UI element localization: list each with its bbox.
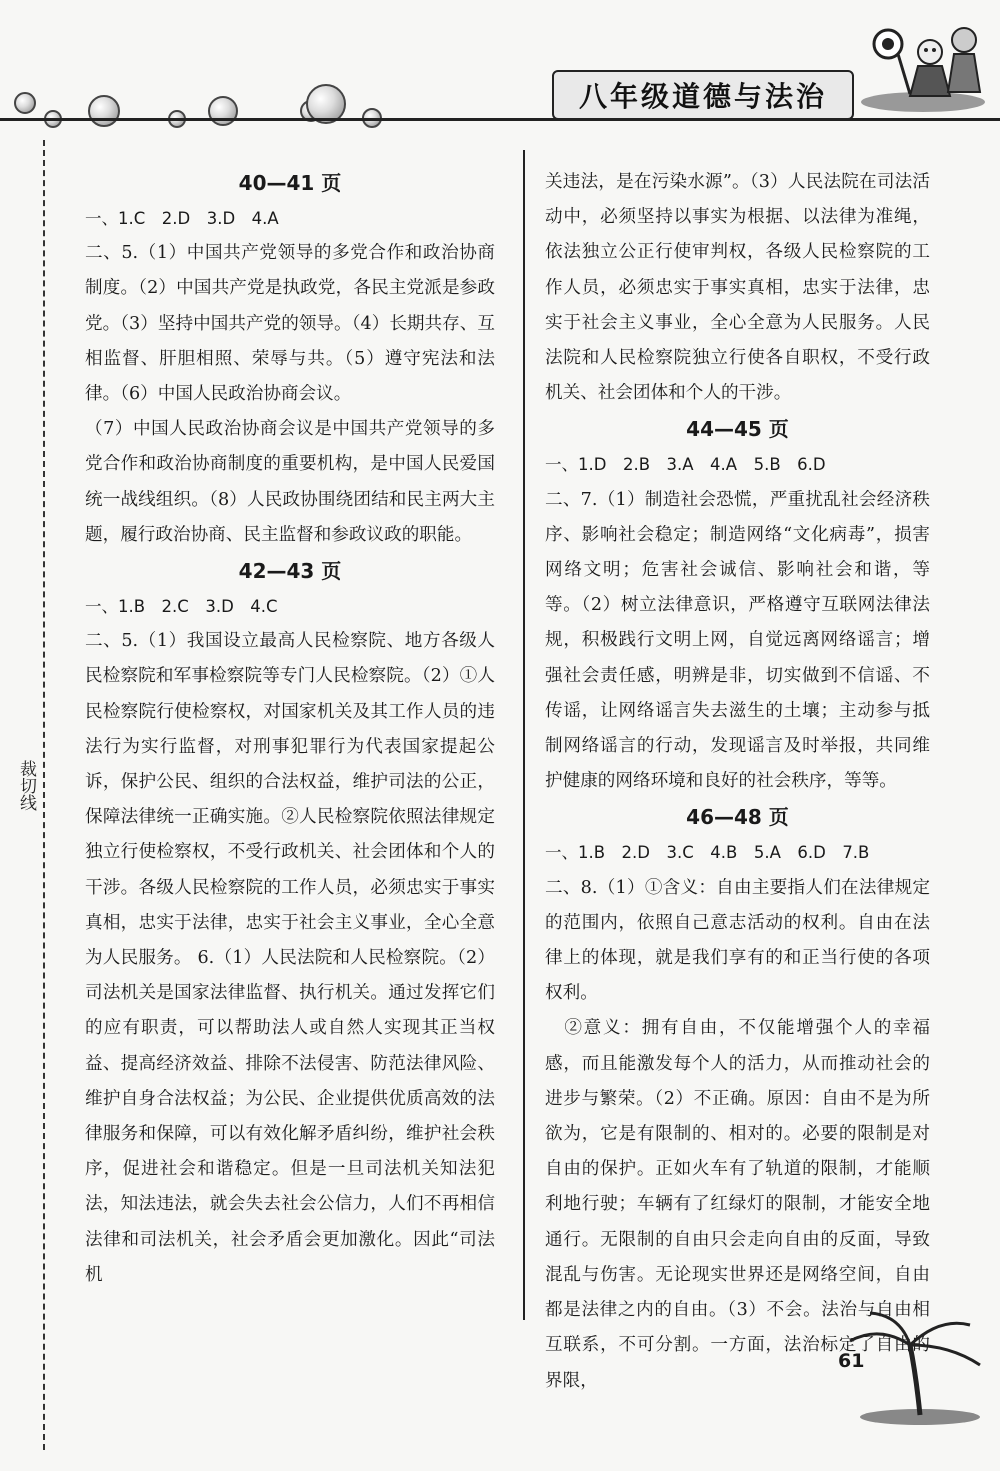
mcq-answers: 一、1.B 2.D 3.C 4.B 5.A 6.D 7.B bbox=[545, 843, 870, 863]
header-banner bbox=[552, 70, 854, 120]
mcq-answers: 一、1.C 2.D 3.D 4.A bbox=[85, 209, 279, 228]
column-divider bbox=[523, 150, 525, 1320]
answer-paragraph: 二、5.（1）中国共产党领导的多党合作和政治协商制度。（2）中国共产党是执政党，各民主党派是参政党。（3）坚持中国共产党的领导。（4）长期共存、互相监督、肝胆相照、荣辱与共。（5）遵守宪法和法律。（6）中国人民政治协商会议。 bbox=[85, 243, 495, 405]
answer-paragraph: 二、8.（1）①含义：自由主要指人们在法律规定的范围内，依照自己意志活动的权利。自由在法律上的体现，就是我们享有的和正当行使的各项权利。 bbox=[545, 877, 930, 1004]
decorative-bubble bbox=[14, 92, 36, 114]
decorative-bubble bbox=[208, 96, 238, 126]
section-title: 46—48 页 bbox=[686, 805, 789, 830]
cartoon-kids-icon bbox=[858, 14, 988, 114]
section-title: 44—45 页 bbox=[686, 417, 789, 442]
left-column bbox=[85, 165, 495, 1293]
answer-paragraph: ②意义：拥有自由，不仅能增强个人的幸福感，而且能激发每个人的活力，从而推动社会的进步与繁荣。（2）不正确。原因：自由不是为所欲为，它是有限制的、相对的。必要的限制是对自由的保护。正如火车有了轨道的限制，才能顺利地行驶；车辆有了红绿灯的限制，才能安全地通行。无限制的自由只会走向自由的反面，导致混乱与伤害。无论现实世界还是网络空间，自由都是法律之内的自由。（3）不会。法治与自由相互联系，不可分割。一方面，法治标定了自由的界限， bbox=[545, 1018, 930, 1391]
right-column bbox=[545, 165, 930, 1399]
section-title: 42—43 页 bbox=[238, 559, 342, 584]
page-number: 61 bbox=[838, 1350, 865, 1372]
cut-line-label: 裁切线 bbox=[16, 760, 36, 811]
page-header bbox=[0, 0, 1000, 150]
section-title: 40—41 页 bbox=[238, 171, 342, 195]
answer-paragraph: （7）中国人民政治协商会议是中国共产党领导的多党合作和政治协商制度的重要机构，是中国人民爱国统一战线组织。（8）人民政协围绕团结和民主两大主题，履行政治协商、民主监督和参政议政的职能。 bbox=[85, 419, 495, 545]
answer-paragraph: 二、5.（1）我国设立最高人民检察院、地方各级人民检察院和军事检察院等专门人民检察院。（2）①人民检察院行使检察权，对国家机关及其工作人员的违法行为实行监督，对刑事犯罪行为代表国家提起公诉，保护公民、组织的合法权益，维护司法的公正，保障法律统一正确实施。②人民检察院依照法律规定独立行使检察权，不受行政机关、社会团体和个人的干涉。各级人民检察院的工作人员，必须忠实于事实真相，忠实于法律，忠实于社会主义事业，全心全意为人民服务。 6.（1）人民法院和人民检察院。（2）司法机关是国家法律监督、执行机关。通过发挥它们的应有职责，可以帮助法人或自然人实现其正当权益、提高经济效益、排除不法侵害、防范法律风险、维护自身合法权益；为公民、企业提供优质高效的法律服务和保障，可以有效化解矛盾纠纷，维护社会秩序，促进社会和谐稳定。但是一旦司法机关知法犯法，知法违法，就会失去社会公信力，人们不再相信法律和司法机关，社会矛盾会更加激化。因此“司法机 bbox=[85, 631, 495, 1285]
answer-paragraph: 二、7.（1）制造社会恐慌，严重扰乱社会经济秩序、影响社会稳定；制造网络“文化病毒”，损害网络文明；危害社会诚信、影响社会和谐，等等。（2）树立法律意识，严格遵守互联网法律法规，积极践行文明上网，自觉远离网络谣言；增强社会责任感，明辨是非，切实做到不信谣、不传谣，让网络谣言失去滋生的土壤；主动参与抵制网络谣言的行动，发现谣言及时举报，共同维护健康的网络环境和良好的社会秩序，等等。 bbox=[545, 489, 930, 792]
book-title: 八年级道德与法治 bbox=[578, 80, 827, 113]
answer-paragraph: 关违法，是在污染水源”。（3）人民法院在司法活动中，必须坚持以事实为根据、以法律为准绳，依法独立公正行使审判权，各级人民检察院的工作人员，必须忠实于事实真相，忠实于法律，忠实于社会主义事业，全心全意为人民服务。人民法院和人民检察院独立行使各自职权，不受行政机关、社会团体和个人的干涉。 bbox=[545, 172, 930, 404]
decorative-bubble bbox=[88, 95, 120, 127]
cut-line bbox=[43, 140, 45, 1450]
mcq-answers: 一、1.B 2.C 3.D 4.C bbox=[85, 597, 278, 617]
mcq-answers: 一、1.D 2.B 3.A 4.A 5.B 6.D bbox=[545, 455, 826, 475]
